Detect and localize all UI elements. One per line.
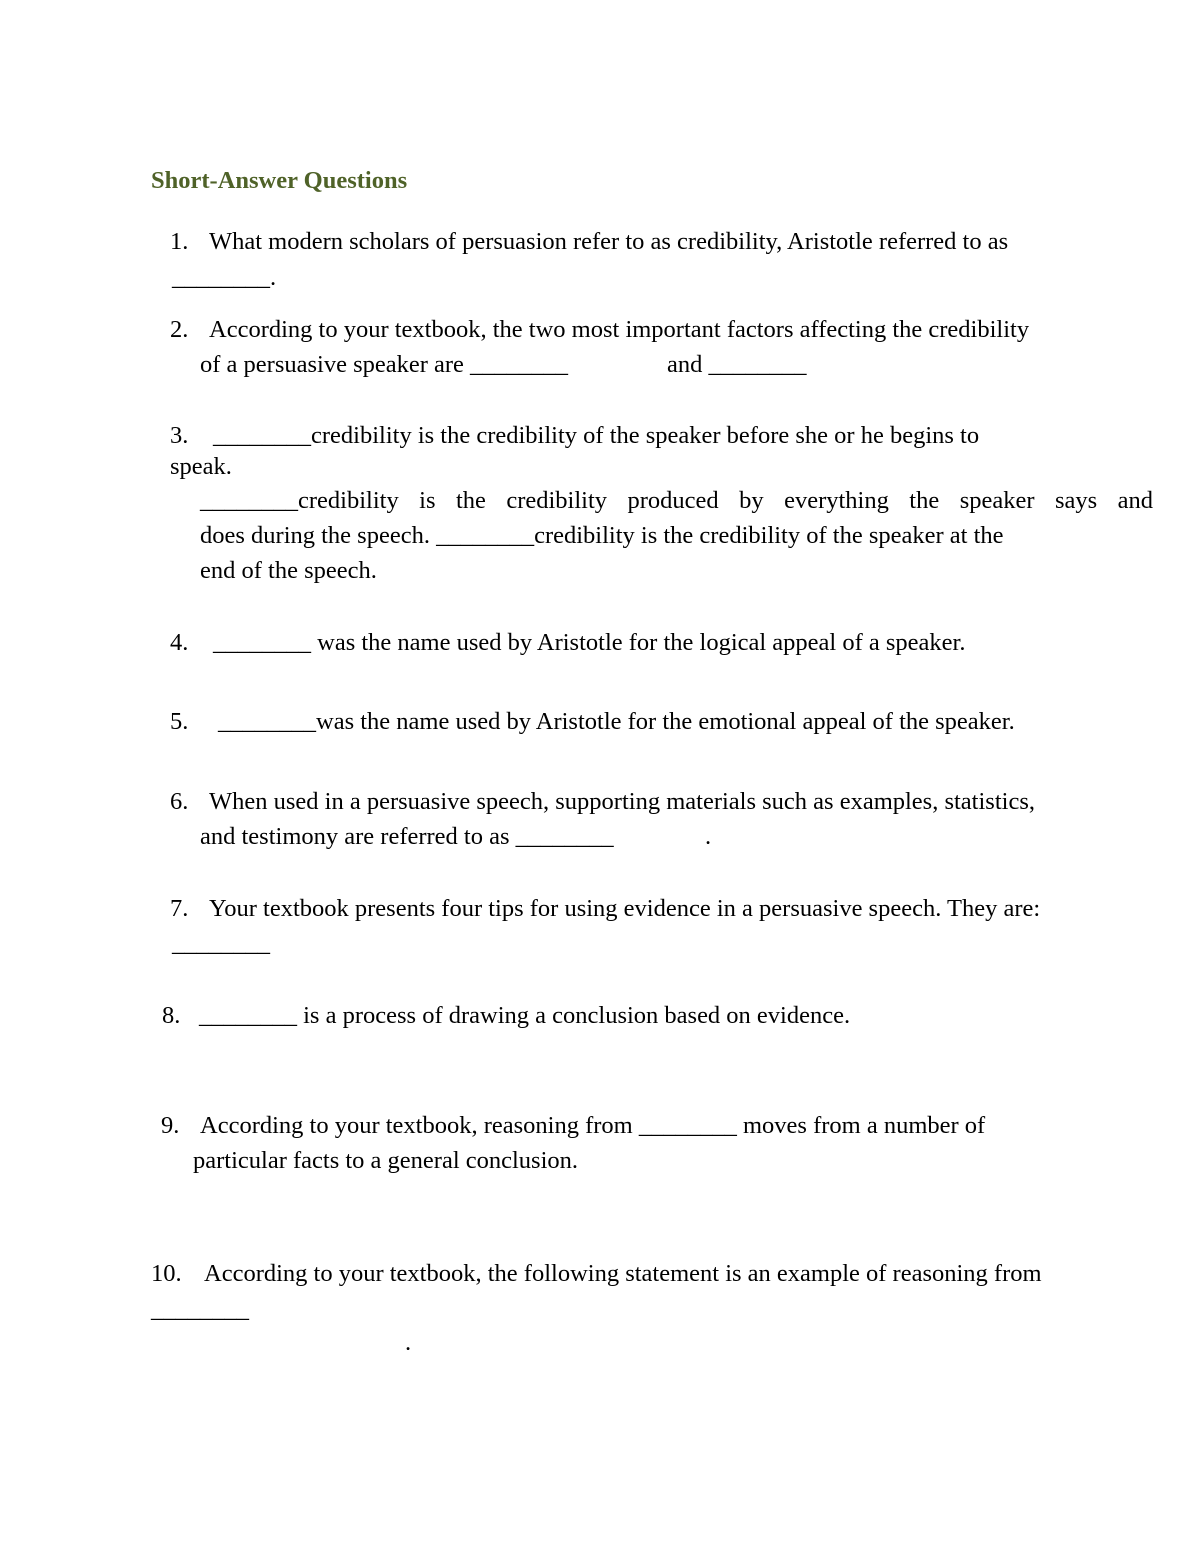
question-number: 6. [170, 788, 189, 815]
answer-blank: ________ [151, 1296, 249, 1323]
question-number: 3. [170, 422, 189, 449]
question-text: According to your textbook, reasoning from ________ moves from a number of [200, 1112, 986, 1139]
question-text: ________credibility is the credibility of the speaker before she or he begins to [213, 422, 980, 449]
question-text: When used in a persuasive speech, supporting materials such as examples, statistics, [209, 788, 1035, 815]
answer-blank: ________. [172, 264, 277, 291]
answer-blank: ________ [172, 930, 270, 957]
question-text: According to your textbook, the two most important factors affecting the credibility [209, 316, 1030, 343]
question-text: What modern scholars of persuasion refer to as credibility, Aristotle referred to as [209, 228, 1009, 255]
question-number: 7. [170, 895, 189, 922]
question-number: 10. [151, 1260, 182, 1287]
question-text: speak. [170, 453, 232, 480]
question-text: According to your textbook, the following statement is an example of reasoning from [204, 1260, 1042, 1287]
question-text: does during the speech. ________credibility is the credibility of the speaker at the [200, 522, 1004, 549]
question-number: 8. [162, 1002, 181, 1029]
question-number: 1. [170, 228, 189, 255]
question-text: and testimony are referred to as ________ [200, 823, 614, 850]
question-number: 2. [170, 316, 189, 343]
question-text: . [405, 1329, 412, 1356]
question-text: of a persuasive speaker are ________ [200, 351, 569, 378]
question-text: ________ was the name used by Aristotle for the logical appeal of a speaker. [213, 629, 966, 656]
page-title: Short-Answer Questions [151, 167, 408, 194]
question-number: 5. [170, 708, 189, 735]
question-text: Your textbook presents four tips for using evidence in a persuasive speech. They are: [209, 895, 1041, 922]
question-text: end of the speech. [200, 557, 377, 584]
question-text: ________was the name used by Aristotle for the emotional appeal of the speaker. [218, 708, 1015, 735]
question-text: ________credibility is the credibility produced by everything the speaker says and [200, 487, 1153, 514]
question-text: ________ is a process of drawing a conclusion based on evidence. [199, 1002, 851, 1029]
question-number: 4. [170, 629, 189, 656]
question-number: 9. [161, 1112, 180, 1139]
question-text: particular facts to a general conclusion. [193, 1147, 579, 1174]
question-text: . [705, 823, 712, 850]
question-text: and ________ [667, 351, 807, 378]
